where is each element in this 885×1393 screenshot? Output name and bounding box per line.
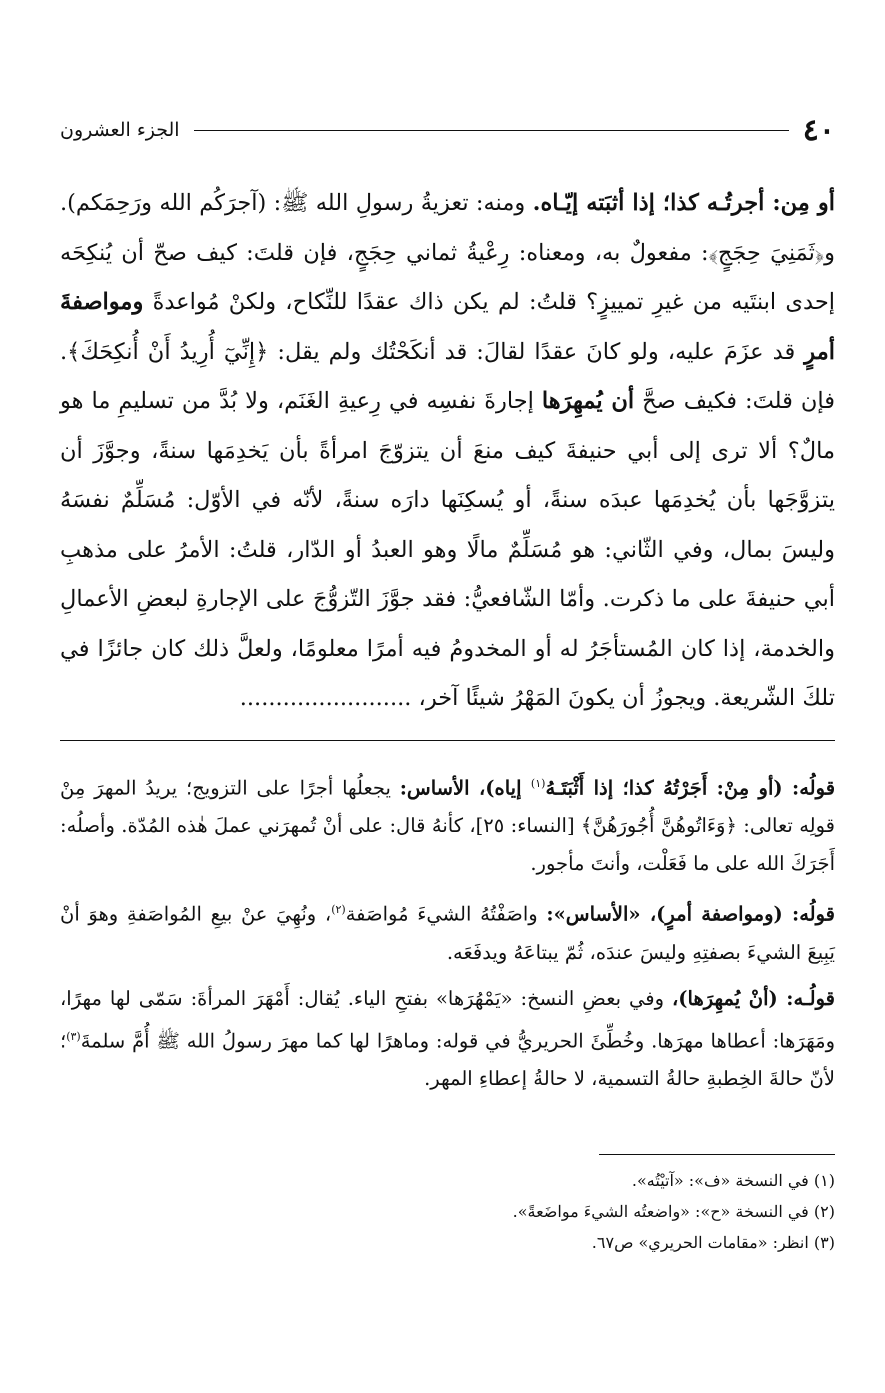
main-bold-3: أن يُمهِرَها [541,388,635,414]
page-number: ٤٠ [802,112,835,148]
commentary-3-lead: قولُـه: (أنْ يُمهِرَها)، [672,986,836,1010]
commentary-3-text: وفي بعضِ النسخ: «يَمْهُرَها» بفتحِ الياء. يُقال: أَمْهَرَ المرأةَ: سَمّى لها مهرًا، ومَهَرَها: أعطاها مهرَها. وخُطِّئَ الحريريُّ في قوله: وماهرًا لها كما مهرَ رسولُ الله ﷺ أُمَّ سلمةَ [60,986,835,1052]
main-text-1: ومنه: تعزيةُ رسولِ الله ﷺ: (آجرَكُم الله ورَحِمَكم). و﴿ثَمَنِيَ حِجَجٍ﴾: مفعولٌ به، ومعناه: رِعْيةُ ثماني حِجَجٍ، فإن قلتَ: كيف صحّ أن يُنكِحَه إحدى ابنتَيه من غيرِ تمييزٍ؟ قلتُ: لم يكن ذاك عقدًا للنِّكاح، ولكنْ مُواعدةً [60,190,835,315]
book-page [60,105,835,1258]
footnote-ref-2: (٢) [331,903,346,916]
commentary-2-text-2: ، ونُهِيَ عنْ بيعِ المُواصَفةِ وهوَ أنْ يَبِيعَ الشيءَ بصفتِهِ وليسَ عندَه، ثُمّ يبتاعَهُ ويدفَعَه. [60,902,835,964]
main-text-2: قد عزَمَ عليه، ولو كانَ عقدًا لقالَ: قد أنكَحْتُك ولم يقل: ﴿إِنِّيٓ أُرِيدُ أَنْ أُنكِحَكَ﴾. فإن قلتَ: فكيف صحَّ [60,338,836,414]
footnote-ref-3: (٣) [66,1029,81,1043]
main-text [60,179,835,724]
main-text-divider [60,740,835,741]
commentary-2-lead: قولُه: (ومواصفة أمرٍ)، «الأساس»: [546,902,835,926]
commentary-3-text-2: ؛ لأنّ حالةَ الخِطبةِ حالةُ التسمية، لا حالةُ إعطاءِ المهر. [60,1029,835,1090]
page-header [60,105,835,155]
commentary [60,765,835,1099]
main-bold-2: ومواصفةَ أمرٍ [60,289,835,365]
commentary-1-lead: قولُه: (أو مِنْ: أَجَرْتُهُ كذا؛ إذا أَثْبَتَـهُ [545,776,836,799]
footnote: (٢) في النسخة «ح»: «واضعتُه الشيءَ مواضَعةً». [512,1202,835,1221]
footnote-divider [599,1154,835,1155]
commentary-paragraph-2 [60,891,835,972]
commentary-2-text: واصَفْتُهُ الشيءَ مُواصَفة [345,902,547,926]
header-rule [194,130,789,131]
footnote: (١) في النسخة «ف»: «آتيْتُه». [631,1171,835,1190]
commentary-1-text: يجعلُها أجرًا على التزويج؛ يريدُ المهرَ مِنْ قولِه تعالى: ﴿وَءَاتُوهُنَّ أُجُورَهُنَّ﴾ [النساء: ٢٥]، كأنهُ قال: على أنْ تُمهرَني عملَ هٰذه المُدّة. وأصلُه: أَجَرَكَ الله على ما فَعَلْت، وأنتَ مأجور. [60,776,836,875]
commentary-1-lead-2: إياه)، الأساس: [399,776,531,799]
footnote-ref-1: (١) [530,776,546,790]
running-title: الجزء العشرون [60,119,180,141]
main-bold-1: أو مِن: أجرتُـه كذا؛ إذا أثبَته إيّـاه. [532,190,835,216]
footnote: (٣) انظر: «مقامات الحريري» ص٦٧. [591,1233,835,1252]
commentary-paragraph-1 [60,765,835,884]
footnotes [60,1165,835,1258]
main-paragraph [60,179,835,724]
commentary-paragraph-3 [60,980,835,1099]
main-text-3: إجارةَ نفسِه في رِعيةِ الغَنَم، ولا بُدَّ من تسليمِ ما هو مالٌ؟ ألا ترى إلى أبي حنيفةَ كيف منعَ أن يتزوّجَ امرأةً بأن يَخدِمَها سنةً، وجوَّزَ أن يتزوَّجَها بأن يُخدِمَها عبدَه سنةً، أو يُسكِنَها دارَه سنةً، لأنّه في الأوّل: مُسَلِّمٌ نفسَهُ وليسَ بمال، وفي الثّاني: هو مُسَلِّمٌ مالًا وهو العبدُ أو الدّار، قلتُ: الأمرُ على مذهبِ أبي حنيفةَ على ما ذكرت. وأمّا الشّافعيُّ: فقد جوَّزَ التّزوُّجَ على الإجارةِ لبعضِ الأعمالِ والخدمة، إذا كان المُستأجَرُ له أو المخدومُ فيه أمرًا معلومًا، ولعلَّ ذلك كان جائزًا في تلكَ الشّريعة. ويجوزُ أن يكونَ المَهْرُ شيئًا آخر، ........................ [60,388,835,711]
